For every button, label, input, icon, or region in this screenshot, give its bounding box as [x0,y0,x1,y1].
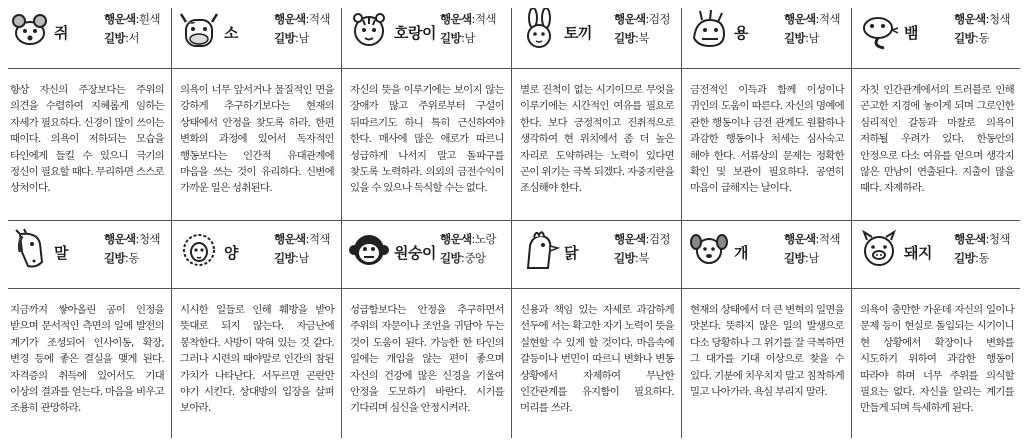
horse-icon [8,228,50,270]
luck-info [784,230,840,268]
lucky-direction-line: 길방:서 [104,31,139,45]
luck-info [440,10,496,48]
lucky-direction-label: 길방 [784,251,806,265]
zodiac-card [4,2,169,220]
luck-info [614,230,670,268]
column-divider [511,8,512,438]
zodiac-name: 뱀 [904,24,918,42]
zodiac-card [174,2,339,220]
zodiac-card [344,2,509,220]
column-divider [341,8,342,438]
luck-info [274,10,330,48]
card-header [854,222,1019,288]
tiger-icon [348,8,390,50]
lucky-color-value: 청색 [988,12,1010,26]
zodiac-name: 닭 [564,244,578,262]
zodiac-name: 쥐 [54,24,68,42]
card-header [344,2,509,68]
rabbit-icon [518,8,560,50]
zodiac-card [514,2,679,220]
luck-info [954,10,1010,48]
lucky-direction-label: 길방 [614,31,636,45]
fortune-text: 항상 자신의 주장보다는 주위의 의견을 수렴하여 지혜롭게 임하는 자세가 필요하다. 신경이 많이 쓰이는 때이다. 의욕이 저하되는 모습을 타인에게 들킬 수 있으니 극기의 정신이 필요할 때다. 무리하면 스스로 상처이다. [10,84,164,195]
dog-icon [688,228,730,270]
luck-info [784,10,840,48]
zodiac-card [684,222,849,440]
lucky-direction-value: 동 [978,31,989,45]
card-header [854,2,1019,68]
lucky-direction-value: 남 [808,31,819,45]
column-divider [851,8,852,438]
lucky-color-label: 행운색 [614,12,646,26]
lucky-color-value: 검정 [648,12,670,26]
card-header [4,222,169,288]
lucky-color-value: 검정 [648,232,670,246]
luck-info [104,10,160,48]
lucky-direction-line: 길방:남 [274,251,309,265]
row-divider [8,288,1020,289]
lucky-color-label: 행운색 [440,232,472,246]
lucky-direction-line: 길방:남 [274,31,309,45]
lucky-color-line: 행운색:청색 [954,12,1010,26]
zodiac-name: 양 [224,244,238,262]
zodiac-name: 토끼 [564,24,592,42]
lucky-color-label: 행운색 [104,12,136,26]
monkey-icon [348,228,390,270]
fortune-text: 자칫 인간관계에서의 트러블로 인해 곤고한 지경에 놓이게 되며 그로인한 심리적인 갈등과 마찰로 의욕이 저하될 우려가 있다. 한동안의 안정으로 다소 여유를 얻으며 생각지 않은 만남이 연출된다. 지출이 많을 때다. 자제하라. [860,84,1014,195]
lucky-direction-value: 중앙 [464,251,486,265]
pig-icon [858,228,900,270]
lucky-direction-value: 남 [298,251,309,265]
zodiac-name: 원숭이 [394,244,436,262]
zodiac-name: 개 [734,244,748,262]
fortune-text: 지금까지 쌓아올린 공이 인정을 받으며 문서적인 측면의 일에 발전의 계기가 조성되어 인사이동, 확장, 변경 등에 좋은 결실을 맺게 된다. 자격증의 취득에 있어서도 기대 이상의 결과를 얻는다. 마음을 비우고 조용히 관망하라. [10,304,164,415]
card-header [174,222,339,288]
lucky-direction-label: 길방 [274,251,296,265]
zodiac-card [684,2,849,220]
luck-info [274,230,330,268]
lucky-direction-line: 길방:북 [614,251,649,265]
lucky-direction-line: 길방:동 [104,251,139,265]
lucky-color-value: 적색 [308,12,330,26]
lucky-color-line: 행운색:노랑 [440,232,496,246]
lucky-color-line: 행운색:청색 [954,232,1010,246]
dragon-icon [688,8,730,50]
row-divider [8,220,1020,221]
lucky-direction-value: 동 [978,251,989,265]
lucky-color-label: 행운색 [440,12,472,26]
lucky-color-label: 행운색 [784,12,816,26]
lucky-color-label: 행운색 [954,12,986,26]
lucky-color-line: 행운색:검정 [614,12,670,26]
zodiac-card [514,222,679,440]
lucky-direction-line: 길방:동 [954,251,989,265]
zodiac-card [344,222,509,440]
lucky-direction-value: 남 [464,31,475,45]
lucky-direction-line: 길방:동 [954,31,989,45]
luck-info [954,230,1010,268]
fortune-text: 금전적인 이득과 함께 이성이나 귀인의 도움이 따른다. 자신의 명예에 관한 행동이나 금전 관계도 원활하나 과감한 행동이나 처세는 심사숙고 해야 한다. 서류상의 문제는 정확한 확인 및 보관이 필요하다. 공연히 마음이 급해지는 날이다. [690,84,844,195]
lucky-color-line: 행운색:청색 [104,232,160,246]
lucky-direction-label: 길방 [954,251,976,265]
lucky-color-label: 행운색 [104,232,136,246]
lucky-color-line: 행운색:적색 [784,12,840,26]
lucky-color-value: 적색 [818,12,840,26]
lucky-color-value: 청색 [988,232,1010,246]
lucky-color-value: 노랑 [474,232,496,246]
lucky-direction-label: 길방 [440,251,462,265]
lucky-color-label: 행운색 [784,232,816,246]
lucky-color-value: 청색 [138,232,160,246]
lucky-color-line: 행운색:흰색 [104,12,160,26]
zodiac-name: 용 [734,24,748,42]
lucky-direction-value: 동 [128,251,139,265]
zodiac-card [4,222,169,440]
lucky-direction-value: 북 [638,31,649,45]
card-header [344,222,509,288]
lucky-direction-line: 길방:남 [784,251,819,265]
zodiac-name: 말 [54,244,68,262]
rooster-icon [518,228,560,270]
fortune-text: 신용과 책임 있는 자세로 과감하게 선두에 서는 확고한 자기 노력이 뜻을 실현할 수 있게 할 것이다. 마음속에 갈등이나 번민이 따르니 변화나 변동 상황에서 자제하여 무난한 인간관계를 유지함이 필요하다. 머리를 쓰라. [520,304,674,415]
lucky-direction-value: 남 [808,251,819,265]
row-divider [8,68,1020,69]
lucky-color-value: 흰색 [138,12,160,26]
lucky-color-line: 행운색:적색 [274,12,330,26]
lucky-direction-label: 길방 [954,31,976,45]
lucky-direction-label: 길방 [784,31,806,45]
column-divider [171,8,172,438]
card-header [514,222,679,288]
lucky-direction-label: 길방 [104,251,126,265]
fortune-text: 의욕이 충만한 가운데 자신의 일이나 문제 등이 현실로 돌입되는 시기이니 현 상황에서 확장이나 변화를 시도하기 위하여 과감한 행동이 따라야 하며 너무 주위를 의식할 필요는 없다. 자신을 알리는 계기를 만들게 되며 득세하게 된다. [860,304,1014,415]
lucky-direction-value: 북 [638,251,649,265]
zodiac-name: 호랑이 [394,24,436,42]
lucky-direction-label: 길방 [440,31,462,45]
card-header [174,2,339,68]
lucky-color-value: 적색 [818,232,840,246]
lucky-color-label: 행운색 [274,232,306,246]
rat-icon [8,8,50,50]
cow-icon [178,8,220,50]
card-header [684,2,849,68]
lucky-direction-label: 길방 [274,31,296,45]
lucky-direction-line: 길방:남 [440,31,475,45]
zodiac-name: 소 [224,24,238,42]
lucky-direction-value: 남 [298,31,309,45]
lucky-direction-line: 길방:중앙 [440,251,486,265]
lucky-color-line: 행운색:적색 [784,232,840,246]
luck-info [440,230,496,268]
fortune-text: 성급함보다는 안정을 추구하면서 주위의 자문이나 조언을 귀담아 두는 것이 도움이 된다. 가능한 한 타인의 일에는 개입을 않는 편이 좋으며 자신의 건강에 많은 신경을 기울여 안정을 도모하기 바란다. 시기를 기다리며 심신을 안정시켜라. [350,304,504,415]
lucky-color-line: 행운색:적색 [440,12,496,26]
zodiac-name: 돼지 [904,244,932,262]
lucky-direction-line: 길방:북 [614,31,649,45]
lucky-color-label: 행운색 [954,232,986,246]
lucky-direction-label: 길방 [614,251,636,265]
sheep-icon [178,228,220,270]
luck-info [104,230,160,268]
lucky-color-line: 행운색:검정 [614,232,670,246]
lucky-direction-line: 길방:남 [784,31,819,45]
fortune-text: 자신의 뜻을 이루기에는 보이지 않는 장애가 많고 주위로부터 구설이 뒤따르기도 하니 특히 근신하여야 한다. 매사에 많은 애로가 따르니 성급하게 나서지 말고 돌파구를 찾도록 노력하라. 의외의 금전수익이 있을 수 있으나 독식할 수는 없다. [350,84,504,195]
lucky-color-value: 적색 [308,232,330,246]
lucky-color-value: 적색 [474,12,496,26]
fortune-text: 별로 진척이 없는 시기이므로 무엇을 이루기에는 시간적인 여유를 필요로 한다. 보다 긍정적이고 진취적으로 생각하여 현 위치에서 좀 더 높은 자리로 도약하려는 노력이 있다면 곤이 위기는 극복 되겠다. 자중지란을 조심해야 한다. [520,84,674,195]
snake-icon [858,8,900,50]
column-divider [681,8,682,438]
luck-info [614,10,670,48]
card-header [4,2,169,68]
card-header [514,2,679,68]
lucky-color-label: 행운색 [274,12,306,26]
lucky-direction-label: 길방 [104,31,126,45]
fortune-text: 시시한 일들로 인해 훼방을 받아 뜻대로 되지 않는다. 자금난에 봉착한다. 사방이 막혀 있는 것 같다. 그러나 시련의 때야말로 인간의 참된 가치가 나타난다. 서두르면 곤란만 야기 시킨다. 상대방의 입장을 살펴 보아라. [180,304,334,415]
lucky-color-label: 행운색 [614,232,646,246]
lucky-color-line: 행운색:적색 [274,232,330,246]
zodiac-card [854,222,1019,440]
zodiac-card [854,2,1019,220]
fortune-text: 의욕이 너무 앞서거나 물질적인 면을 강하게 추구하기보다는 현재의 상태에서 안정을 찾도록 하라. 한편 변화의 과정에 있어서 독자적인 행동보다는 인간적 유대관계에 마음을 쓰는 것이 유리하다. 신변에 가까운 일은 성취된다. [180,84,334,195]
lucky-direction-value: 서 [128,31,139,45]
zodiac-card [174,222,339,440]
fortune-text: 현재의 상태에서 더 큰 변혁의 일면을 맛본다. 뜻하지 않은 일의 발생으로 다소 당황하나 그 위기를 잘 극복하면 그 대가를 기대 이상으로 찾을 수 있다. 기분에 치우치지 말고 침착하게 밀고 나아가라. 욕심 부리지 말라. [690,304,844,399]
card-header [684,222,849,288]
